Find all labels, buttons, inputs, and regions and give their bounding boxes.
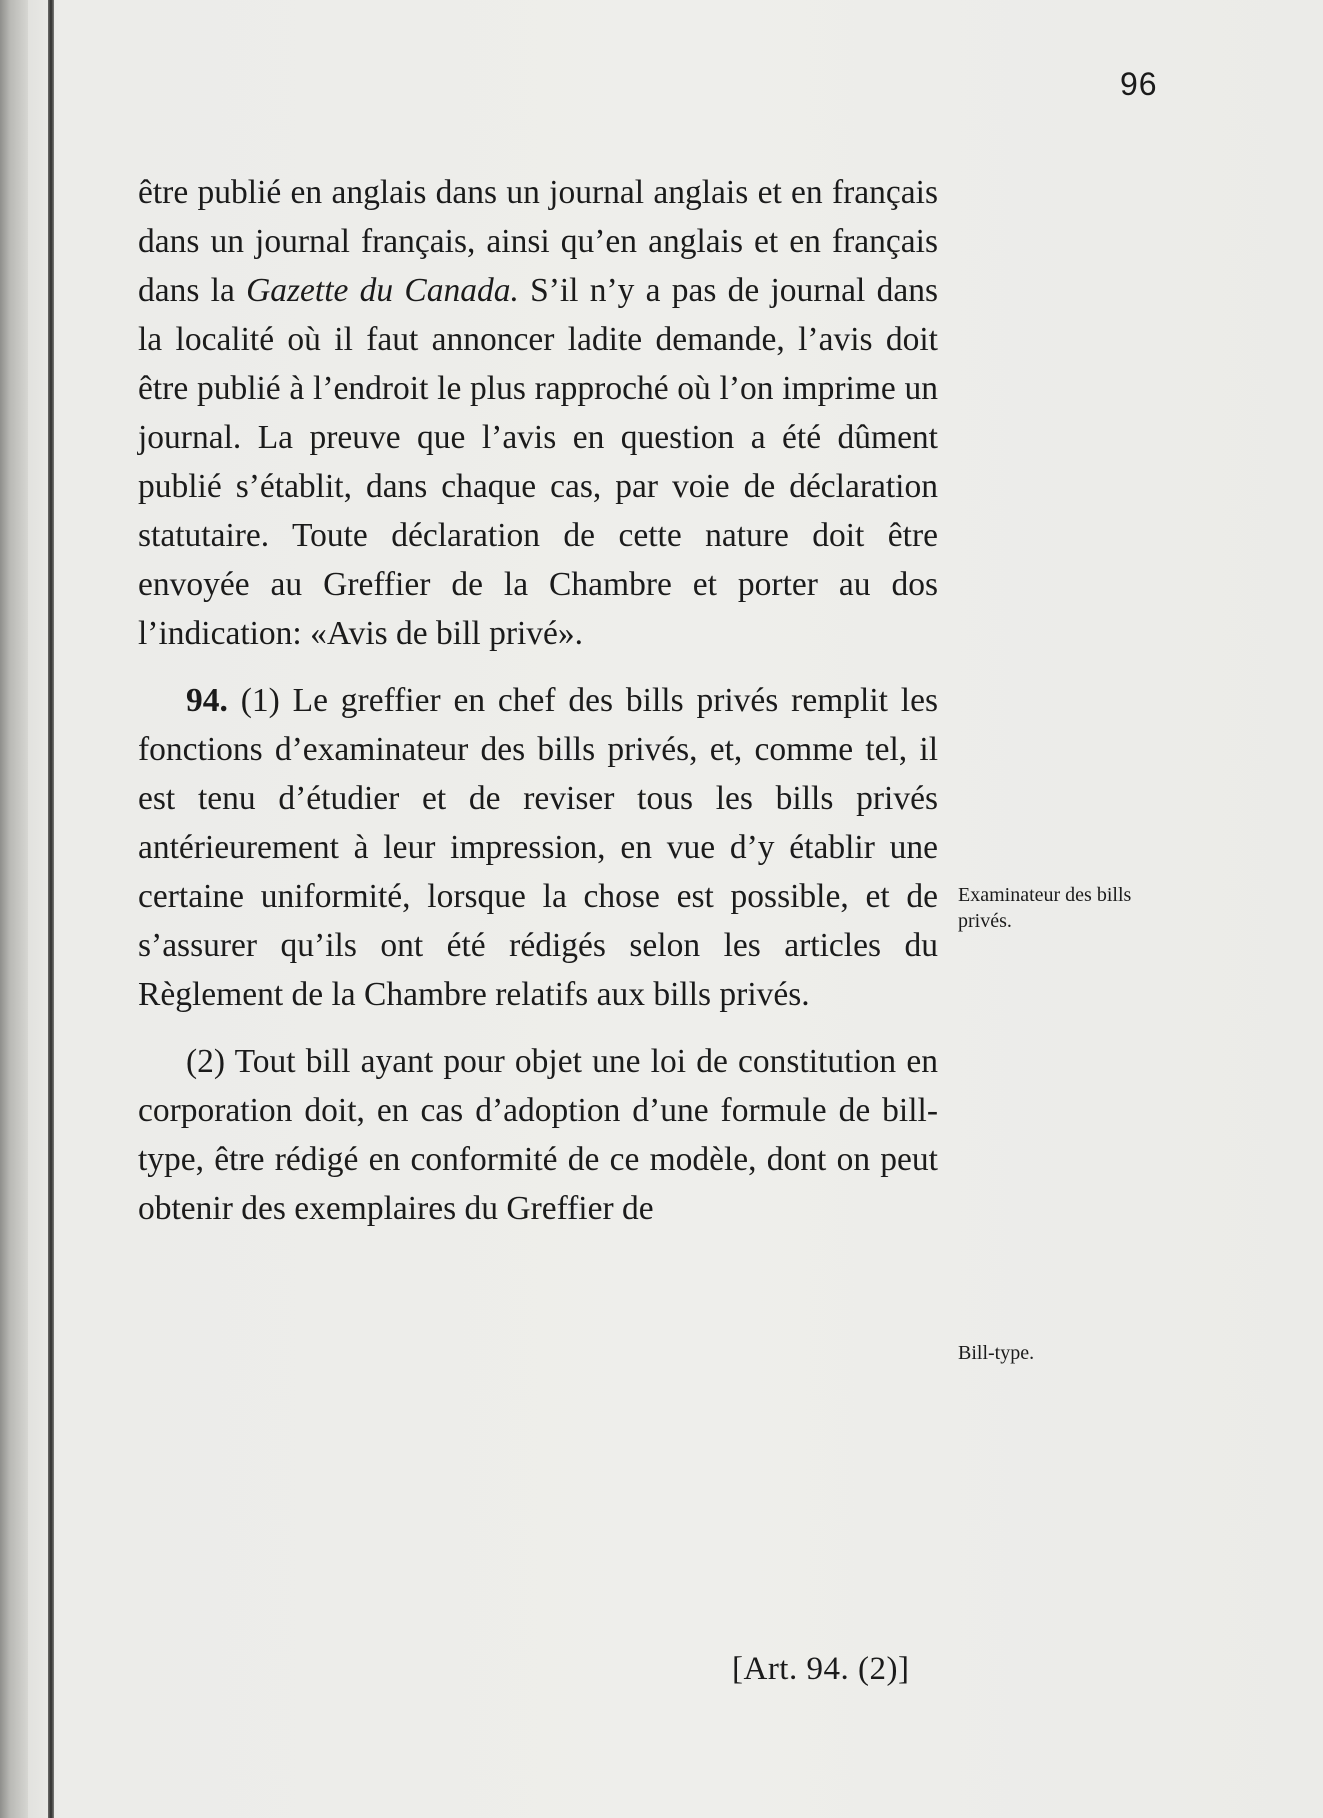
- gazette-title-italic: Gazette du Canada.: [246, 272, 519, 309]
- footer-article-reference: [Art. 94. (2)]: [732, 1651, 910, 1687]
- margin-note-bill-type: Bill-type.: [958, 1342, 1035, 1364]
- main-text-column: [138, 168, 938, 1233]
- paragraph-continuation: [138, 168, 938, 658]
- para1-text-start: être publié en anglais dans un journal anglais et en français dans un journal français, ainsi qu’en anglais et en français dans la: [138, 174, 938, 309]
- spine-edge-line: [48, 0, 54, 1818]
- article-number: 94.: [186, 682, 228, 719]
- article-94-subsection-1: [138, 676, 938, 1019]
- margin-note-examinateur: Examinateur des bills privés.: [958, 884, 1132, 932]
- para1-text-end: S’il n’y a pas de journal dans la localité où il faut annoncer ladite demande, l’avis doit être publié à l’endroit le plus rapproché où l’on imprime un journal. La preuve que l’avis en question a été dûment publié s’établit, dans chaque cas, par voie de déclaration statutaire. Toute déclaration de cette nature doit être envoyée au Greffier de la Chambre et porter au dos l’indication: «Avis de bill privé».: [138, 272, 938, 652]
- book-binding-shadow: [0, 0, 28, 1818]
- article-94-subsection-2: (2) Tout bill ayant pour objet une loi de constitution en corporation doit, en cas d’adoption d’une formule de bill-type, être rédigé en conformité de ce modèle, dont on peut obtenir des exemplaires du Greffier de: [138, 1043, 938, 1227]
- page-number: 96: [1120, 66, 1158, 102]
- article-94-1-text: (1) Le greffier en chef des bills privés remplit les fonctions d’examinateur des bills privés, et, comme tel, il est tenu d’étudier et de reviser tous les bills privés antérieurement à leur impression, en vue d’y établir une certaine uniformité, lorsque la chose est possible, et de s’assurer qu’ils ont été rédigés selon les articles du Règlement de la Chambre relatifs aux bills privés.: [138, 682, 938, 1013]
